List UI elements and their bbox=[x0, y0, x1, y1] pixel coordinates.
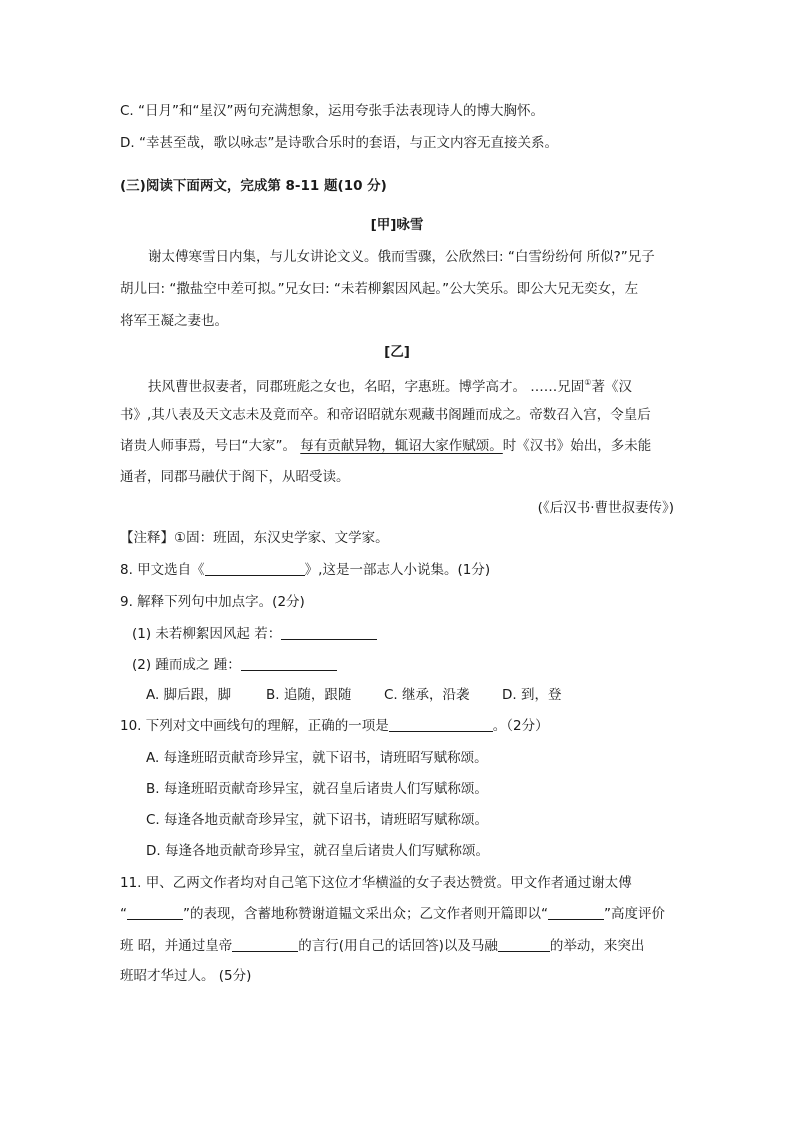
annotation-note: 【注释】①固：班固，东汉史学家、文学家。 bbox=[120, 530, 389, 546]
question-11-blank-1[interactable] bbox=[127, 905, 183, 920]
text-b-title: [乙] bbox=[384, 344, 410, 360]
question-11-line-1: 11. 甲、乙两文作者均对自己笔下这位才华横溢的女子表达赞赏。甲文作者通过谢太傅 bbox=[120, 875, 632, 891]
prev-option-d: D. “幸甚至哉，歌以咏志”是诗歌合乐时的套语，与正文内容无直接关系。 bbox=[120, 135, 558, 151]
question-11-line-3-c: 的举动，来突出 bbox=[549, 938, 645, 954]
text-b-line-1-post: 著《汉 bbox=[591, 379, 632, 395]
question-10-option-b[interactable]: B. 每逢班昭贡献奇珍异宝，就召皇后诸贵人们写赋称颂。 bbox=[146, 781, 488, 797]
question-9-item-2 bbox=[132, 655, 337, 675]
text-b-line-3 bbox=[120, 436, 651, 456]
footnote-marker: ① bbox=[584, 378, 592, 387]
prev-option-c: C. “日月”和“星汉”两句充满想象，运用夸张手法表现诗人的博大胸怀。 bbox=[120, 103, 544, 119]
question-11-line-2-a: “ bbox=[120, 906, 127, 922]
question-11-line-2 bbox=[120, 904, 665, 924]
question-10-option-a[interactable]: A. 每逢班昭贡献奇珍异宝，就下诏书，请班昭写赋称颂。 bbox=[146, 750, 488, 766]
question-9-item-1-text: (1) 未若柳絮因风起 若： bbox=[132, 626, 282, 642]
text-a-line-2: 胡儿曰: “撒盐空中差可拟。”兄女曰: “未若柳絮因风起。”公大笑乐。即公大兄无奕女，左 bbox=[120, 281, 639, 297]
text-b-line-1-pre: 扶风曹世叔妻者，同郡班彪之女也，名昭，字惠班。博学高才。 ……兄固 bbox=[148, 379, 585, 395]
question-9-stem: 9. 解释下列句中加点字。(2分) bbox=[120, 594, 305, 610]
question-11-blank-3[interactable] bbox=[232, 937, 298, 952]
question-8 bbox=[120, 560, 490, 580]
question-10-option-c[interactable]: C. 每逢各地贡献奇珍异宝，就下诏书，请班昭写赋称颂。 bbox=[146, 812, 489, 828]
question-10-option-d[interactable]: D. 每逢各地贡献奇珍异宝，就召皇后诸贵人们写赋称颂。 bbox=[146, 843, 489, 859]
text-b-line-3-pre: 诸贵人师事焉，号曰“大家”。 bbox=[120, 438, 301, 454]
section-heading: (三)阅读下面两文，完成第 8-11 题(10 分) bbox=[120, 178, 387, 194]
question-11-blank-2[interactable] bbox=[548, 905, 604, 920]
question-9-option-a[interactable]: A. 脚后跟，脚 bbox=[146, 687, 232, 703]
text-a-line-3: 将军王凝之妻也。 bbox=[120, 313, 228, 329]
question-11-line-3-a: 班 昭，并通过皇帝 bbox=[120, 938, 233, 954]
question-8-pre: 8. 甲文选自《 bbox=[120, 562, 205, 578]
question-9-option-d[interactable]: D. 到，登 bbox=[502, 687, 562, 703]
text-b-source: (《后汉书·曹世叔妻传》) bbox=[537, 500, 674, 516]
question-9-item-1-blank[interactable] bbox=[281, 625, 377, 640]
question-10-stem-post: 。（2分） bbox=[492, 718, 549, 734]
question-10-blank[interactable] bbox=[389, 717, 493, 732]
question-9-item-2-blank[interactable] bbox=[241, 656, 337, 671]
question-8-post: 》,这是一部志人小说集。(1分) bbox=[304, 562, 491, 578]
question-8-blank[interactable] bbox=[205, 561, 305, 576]
question-10-stem bbox=[120, 716, 549, 736]
question-11-line-4: 班昭才华过人。 (5分) bbox=[120, 968, 252, 984]
question-11-line-2-b: ”的表现，含蓄地称赞谢道韫文采出众；乙文作者则开篇即以“ bbox=[183, 906, 548, 922]
question-11-blank-4[interactable] bbox=[498, 937, 550, 952]
underlined-sentence: 每有贡献异物，辄诏大家作赋颂。 bbox=[300, 438, 503, 454]
question-9-option-c[interactable]: C. 继承，沿袭 bbox=[384, 687, 470, 703]
question-9-item-1 bbox=[132, 624, 377, 644]
question-9-options bbox=[146, 685, 561, 705]
text-b-line-3-post: 时《汉书》始出，多未能 bbox=[502, 438, 652, 454]
question-11-line-3-b: 的言行(用自己的话回答)以及马融 bbox=[298, 938, 498, 954]
question-11-line-2-c: ”高度评价 bbox=[604, 906, 665, 922]
question-10-stem-pre: 10. 下列对文中画线句的理解，正确的一项是 bbox=[120, 718, 389, 734]
text-a-title: [甲]咏雪 bbox=[370, 217, 424, 233]
text-b-line-4: 通者，同郡马融伏于阁下，从昭受读。 bbox=[120, 469, 350, 485]
text-b-line-2: 书》,其八表及天文志未及竟而卒。和帝诏昭就东观藏书阁踵而成之。帝数召入宫，令皇后 bbox=[120, 407, 651, 423]
question-11-line-3 bbox=[120, 936, 644, 956]
text-a-line-1: 谢太傅寒雪日内集，与儿女讲论文义。俄而雪骤，公欣然曰: “白雪纷纷何 所似?”兄子 bbox=[148, 249, 655, 265]
question-9-option-b[interactable]: B. 追随，跟随 bbox=[266, 687, 352, 703]
text-b-line-1 bbox=[148, 373, 632, 397]
question-9-item-2-text: (2) 踵而成之 踵： bbox=[132, 657, 241, 673]
